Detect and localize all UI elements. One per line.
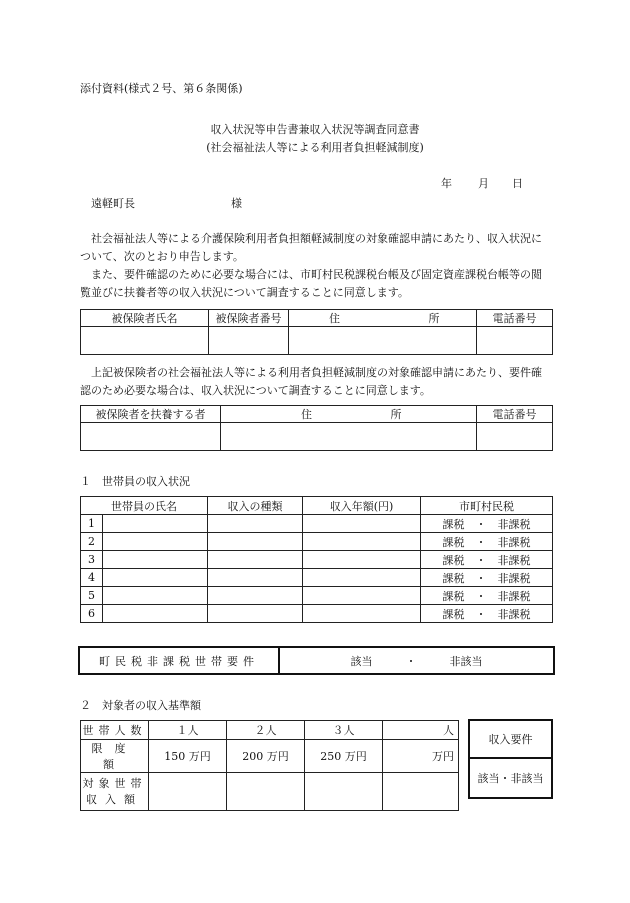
limit-2: 200 万円 xyxy=(227,740,305,773)
income-type-header: 収入の種類 xyxy=(208,497,303,515)
insured-address-cell[interactable] xyxy=(289,327,477,355)
table-row xyxy=(81,533,553,551)
row-number: 1 xyxy=(81,515,103,533)
supporter-consent-paragraph: 上記被保険者の社会福祉法人等による利用者負担軽減制度の対象確認申請にあたり、要件確認のため必要な場合は、収入状況について調査することに同意します。 xyxy=(80,366,542,397)
date-year-label: 年 xyxy=(441,177,452,190)
household-income-cell[interactable] xyxy=(149,773,227,811)
household-income-label-line1: 対象世帯 xyxy=(82,776,147,790)
member-name-header: 世帯員の氏名 xyxy=(81,497,208,515)
declaration-paragraph: 社会福祉法人等による介護保険利用者負担額軽減制度の対象確認申請にあたり、収入状況について、次のとおり申告します。 xyxy=(80,232,542,263)
income-type-cell[interactable] xyxy=(208,587,303,605)
income-amount-cell[interactable] xyxy=(303,605,421,623)
limit-1: 150 万円 xyxy=(149,740,227,773)
tax-status-choice[interactable]: 課税 ・ 非課税 xyxy=(421,587,553,605)
limit-custom[interactable]: 万円 xyxy=(383,740,459,773)
member-name-cell[interactable] xyxy=(103,605,208,623)
insured-phone-header: 電話番号 xyxy=(477,310,553,327)
income-type-cell[interactable] xyxy=(208,533,303,551)
income-amount-cell[interactable] xyxy=(303,551,421,569)
tax-status-choice[interactable]: 課税 ・ 非課税 xyxy=(421,515,553,533)
insured-phone-cell[interactable] xyxy=(477,327,553,355)
income-threshold-table xyxy=(80,720,459,811)
row-number: 2 xyxy=(81,533,103,551)
member-name-cell[interactable] xyxy=(103,533,208,551)
insured-table xyxy=(80,309,553,355)
table-row xyxy=(81,515,553,533)
tax-status-choice[interactable]: 課税 ・ 非課税 xyxy=(421,569,553,587)
row-number: 4 xyxy=(81,569,103,587)
income-amount-header: 収入年額(円) xyxy=(303,497,421,515)
income-amount-cell[interactable] xyxy=(303,533,421,551)
row-number: 3 xyxy=(81,551,103,569)
income-type-cell[interactable] xyxy=(208,605,303,623)
attachment-note: 添付資料(様式２号、第６条関係) xyxy=(80,82,243,95)
household-size-1: １人 xyxy=(149,721,227,740)
household-size-custom[interactable]: 人 xyxy=(383,721,459,740)
income-requirement-header: 収入要件 xyxy=(469,720,552,758)
limit-label: 限度額 xyxy=(81,740,149,773)
form-title: 収入状況等申告書兼収入状況等調査同意書 xyxy=(210,123,420,136)
household-income-label-line2: 収入額 xyxy=(86,792,143,806)
income-type-cell[interactable] xyxy=(208,569,303,587)
supporter-name-header: 被保険者を扶養する者 xyxy=(81,406,221,423)
income-requirement-box xyxy=(468,719,553,799)
household-income-table xyxy=(80,496,553,623)
addressee: 遠軽町長 xyxy=(91,197,135,210)
member-name-cell[interactable] xyxy=(103,587,208,605)
date-month-label: 月 xyxy=(478,177,489,190)
address-char-2: 所 xyxy=(428,312,440,325)
member-name-cell[interactable] xyxy=(103,551,208,569)
household-income-cell[interactable] xyxy=(305,773,383,811)
section2-title: ２ 対象者の収入基準額 xyxy=(80,699,201,712)
household-size-2: ２人 xyxy=(227,721,305,740)
row-number: 6 xyxy=(81,605,103,623)
tax-status-choice[interactable]: 課税 ・ 非課税 xyxy=(421,533,553,551)
row-number: 5 xyxy=(81,587,103,605)
insured-address-header xyxy=(289,310,477,327)
municipal-tax-header: 市町村民税 xyxy=(421,497,553,515)
insured-name-header: 被保険者氏名 xyxy=(81,310,209,327)
insured-name-cell[interactable] xyxy=(81,327,209,355)
tax-status-choice[interactable]: 課税 ・ 非課税 xyxy=(421,605,553,623)
supporter-phone-header: 電話番号 xyxy=(477,406,553,423)
consent-paragraph: また、要件確認のために必要な場合には、市町村民税課税台帳及び固定資産課税台帳等の閲覧並びに扶養者等の収入状況について調査することに同意します。 xyxy=(80,268,542,299)
supporter-table xyxy=(80,405,553,451)
address-char-1: 住 xyxy=(301,408,312,421)
addressee-honorific: 様 xyxy=(231,197,242,210)
nontax-household-choice[interactable]: 該当 ・ 非該当 xyxy=(279,647,554,674)
nontax-household-label: 町民税非課税世帯要件 xyxy=(79,647,279,674)
member-name-cell[interactable] xyxy=(103,569,208,587)
income-type-cell[interactable] xyxy=(208,551,303,569)
income-requirement-choice[interactable]: 該当・非該当 xyxy=(469,758,552,798)
address-char-2: 所 xyxy=(390,408,402,421)
household-size-3: ３人 xyxy=(305,721,383,740)
insured-number-header: 被保険者番号 xyxy=(209,310,289,327)
insured-number-cell[interactable] xyxy=(209,327,289,355)
section1-title: １ 世帯員の収入状況 xyxy=(80,475,190,488)
tax-status-choice[interactable]: 課税 ・ 非課税 xyxy=(421,551,553,569)
address-char-1: 住 xyxy=(329,312,340,325)
nontax-household-box xyxy=(78,646,555,675)
income-amount-cell[interactable] xyxy=(303,569,421,587)
limit-3: 250 万円 xyxy=(305,740,383,773)
member-name-cell[interactable] xyxy=(103,515,208,533)
form-subtitle: (社会福祉法人等による利用者負担軽減制度) xyxy=(206,141,424,154)
date-day-label: 日 xyxy=(512,177,523,190)
supporter-phone-cell[interactable] xyxy=(477,423,553,451)
supporter-name-cell[interactable] xyxy=(81,423,221,451)
table-row xyxy=(81,587,553,605)
income-type-cell[interactable] xyxy=(208,515,303,533)
household-income-cell[interactable] xyxy=(383,773,459,811)
household-income-cell[interactable] xyxy=(227,773,305,811)
income-amount-cell[interactable] xyxy=(303,587,421,605)
income-amount-cell[interactable] xyxy=(303,515,421,533)
table-row xyxy=(81,605,553,623)
table-row xyxy=(81,551,553,569)
household-income-label xyxy=(81,773,149,811)
supporter-address-header xyxy=(221,406,477,423)
household-size-label: 世帯人数 xyxy=(81,721,149,740)
table-row xyxy=(81,569,553,587)
supporter-address-cell[interactable] xyxy=(221,423,477,451)
